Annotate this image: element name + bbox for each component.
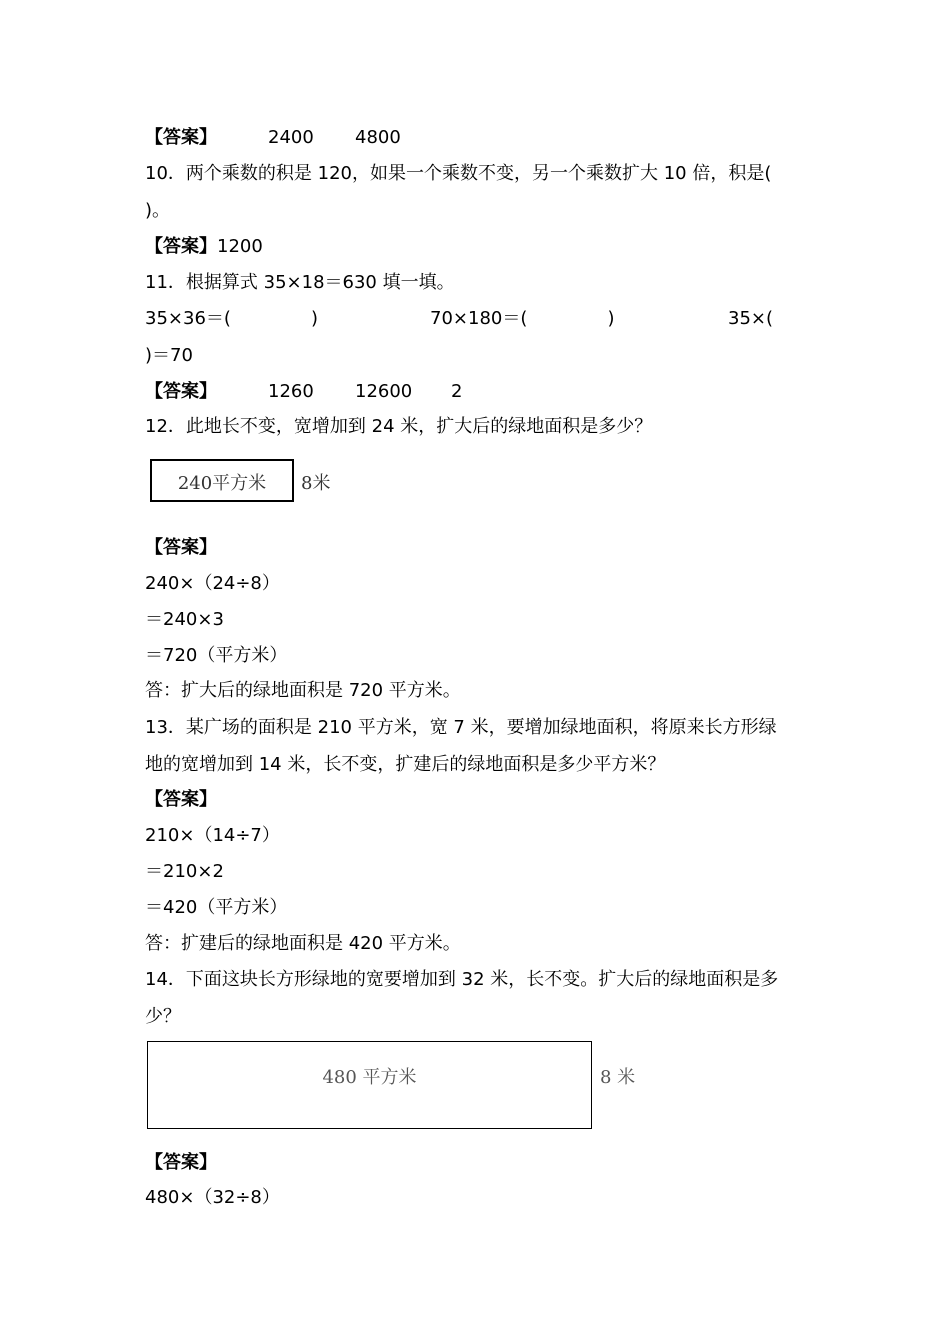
q12-figure-area: 240平方米 [177, 473, 267, 494]
q10-answer [145, 236, 263, 258]
q11-blank-3: 35×( [728, 308, 774, 329]
q12-step-1: 240×（24÷8） [145, 573, 280, 594]
q14-rectangle-figure [147, 1041, 592, 1129]
q12-answer-label: 【答案】 [145, 537, 217, 558]
q11-question: 11．根据算式 35×18＝630 填一填。 [145, 272, 455, 293]
q14-figure-side: 8 米 [600, 1067, 636, 1088]
q12-step-3: ＝720（平方米） [145, 645, 288, 666]
q10-answer-label: 【答案】 [145, 236, 217, 257]
q13-step-3: ＝420（平方米） [145, 897, 288, 918]
q11-answer-label: 【答案】 [145, 381, 217, 402]
q9-answer-label: 【答案】 [145, 127, 217, 148]
q14-step-1: 480×（32÷8） [145, 1187, 280, 1208]
q12-figure-side: 8米 [301, 473, 331, 494]
q13-question-line2: 地的宽增加到 14 米，长不变，扩建后的绿地面积是多少平方米？ [145, 754, 666, 775]
q11-blank-3-cont: )＝70 [145, 345, 193, 366]
q10-question-line2: )。 [145, 200, 171, 221]
q11-blank-1: 35×36＝( ) [145, 308, 319, 329]
q10-question-line1: 10．两个乘数的积是 120，如果一个乘数不变，另一个乘数扩大 10 倍，积是( [145, 163, 772, 184]
q12-rectangle-figure [150, 459, 294, 502]
q11-answer-3: 2 [451, 381, 463, 402]
q13-answer-label: 【答案】 [145, 789, 217, 810]
q9-answer-2: 4800 [355, 127, 401, 148]
q13-step-2: ＝210×2 [145, 861, 224, 882]
q14-figure-area: 480 平方米 [322, 1067, 417, 1088]
q13-question-line1: 13．某广场的面积是 210 平方米，宽 7 米，要增加绿地面积，将原来长方形绿 [145, 717, 777, 738]
q9-answer-1: 2400 [268, 127, 314, 148]
q13-conclusion: 答：扩建后的绿地面积是 420 平方米。 [145, 933, 461, 954]
q12-step-2: ＝240×3 [145, 609, 224, 630]
q12-conclusion: 答：扩大后的绿地面积是 720 平方米。 [145, 680, 461, 701]
q10-answer-value: 1200 [217, 236, 263, 257]
q14-answer-label: 【答案】 [145, 1152, 217, 1173]
q14-question-line1: 14．下面这块长方形绿地的宽要增加到 32 米，长不变。扩大后的绿地面积是多 [145, 969, 779, 990]
q13-step-1: 210×（14÷7） [145, 825, 280, 846]
q11-answer-2: 12600 [355, 381, 413, 402]
q11-answer-1: 1260 [268, 381, 314, 402]
q14-question-line2: 少？ [145, 1006, 181, 1027]
q12-question: 12．此地长不变，宽增加到 24 米，扩大后的绿地面积是多少？ [145, 416, 653, 437]
q11-blank-2: 70×180＝( ) [430, 308, 615, 329]
